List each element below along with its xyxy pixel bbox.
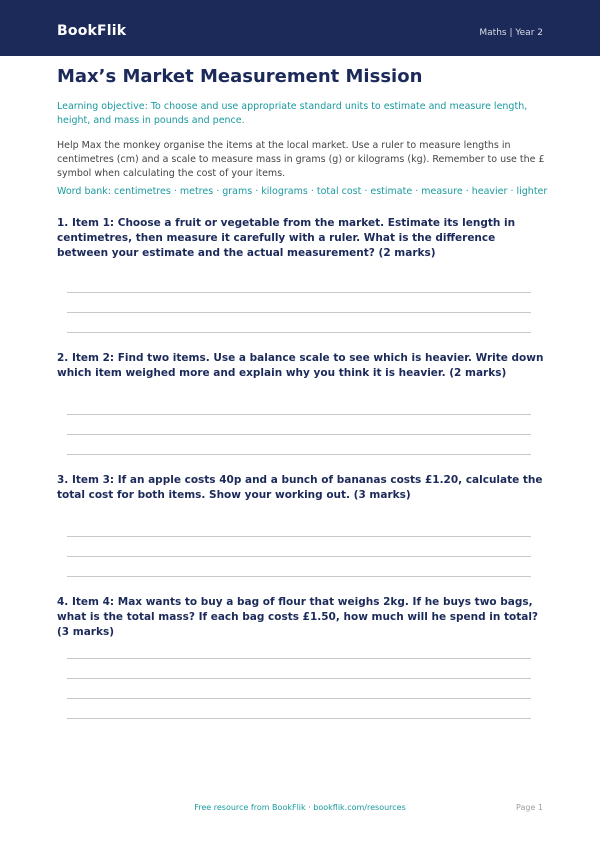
- answer-line[interactable]: [67, 454, 531, 455]
- answer-line[interactable]: [67, 718, 531, 719]
- answer-line[interactable]: [67, 576, 531, 577]
- answer-line[interactable]: [67, 332, 531, 333]
- answer-line[interactable]: [67, 292, 531, 293]
- question-1: 1. Item 1: Choose a fruit or vegetable from the market. Estimate its length in centimetres, then measure it carefully with a ruler. What is the difference between your estimate and the actual measurement? (2 marks): [57, 217, 516, 259]
- answer-line[interactable]: [67, 414, 531, 415]
- worksheet-title: Max’s Market Measurement Mission: [57, 66, 423, 87]
- answer-line[interactable]: [67, 312, 531, 313]
- header-bar: [0, 0, 600, 56]
- answer-line[interactable]: [67, 434, 531, 435]
- subject-year-label: Maths | Year 2: [479, 28, 543, 38]
- question-3: 3. Item 3: If an apple costs 40p and a bunch of bananas costs £1.20, calculate the total cost for both items. Show your working out. (3 marks): [57, 474, 543, 501]
- footer-text: Free resource from BookFlik · bookflik.com/resources: [194, 803, 406, 812]
- answer-line[interactable]: [67, 536, 531, 537]
- learning-objective: Learning objective: To choose and use appropriate standard units to estimate and measure length, height, and mass in pounds and pence.: [57, 101, 528, 126]
- answer-line[interactable]: [67, 556, 531, 557]
- answer-line[interactable]: [67, 698, 531, 699]
- answer-line[interactable]: [67, 658, 531, 659]
- question-4: 4. Item 4: Max wants to buy a bag of flour that weighs 2kg. If he buys two bags, what is the total mass? If each bag costs £1.50, how much will he spend in total? (3 marks): [57, 596, 539, 638]
- question-2: 2. Item 2: Find two items. Use a balance scale to see which is heavier. Write down which item weighed more and explain why you think it is heavier. (2 marks): [57, 351, 547, 381]
- answer-line[interactable]: [67, 678, 531, 679]
- intro-text: Help Max the monkey organise the items at the local market. Use a ruler to measure lengths in centimetres (cm) and a scale to measure mass in grams (g) or kilograms (kg). Remember to use the £ symbol when calculating the cost of your items.: [57, 140, 545, 179]
- brand-logo-text: BookFlik: [57, 23, 127, 39]
- word-bank: Word bank: centimetres · metres · grams · kilograms · total cost · estimate · measure · heavier · lighter: [57, 186, 548, 197]
- page-number: Page 1: [516, 803, 543, 812]
